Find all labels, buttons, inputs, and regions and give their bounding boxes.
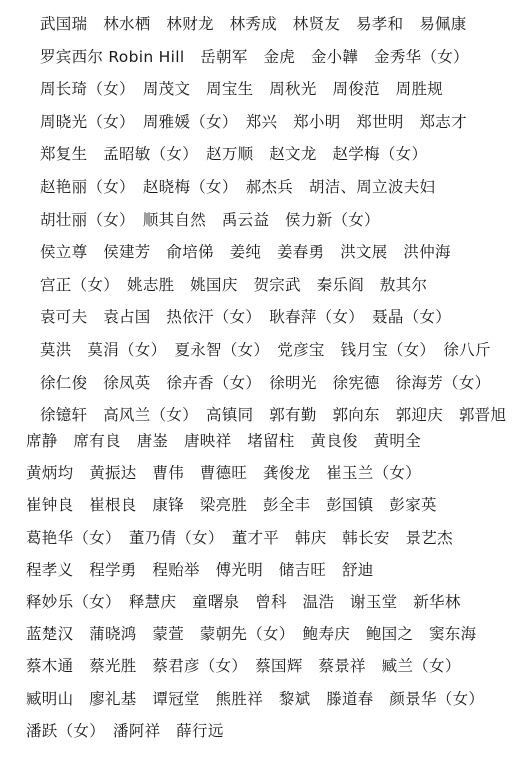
name-line: 崔钟良 崔根良 康锋 梁亮胜 彭全丰 彭国镇 彭家英 [26, 496, 437, 515]
name-line: 周长琦（女） 周茂文 周宝生 周秋光 周俊范 周胜规 [40, 80, 444, 99]
name-line: 臧明山 廖礼基 谭冠堂 熊胜祥 黎斌 滕道春 颜景华（女） [26, 689, 485, 708]
name-line: 罗宾西尔 Robin Hill 岳朝军 金虎 金小韡 金秀华（女） [40, 47, 469, 66]
name-line: 释妙乐（女） 释慧庆 童曙泉 曾科 温浩 谢玉堂 新华林 [26, 592, 461, 611]
name-line: 莫洪 莫涓（女） 夏永智（女） 党彦宝 钱月宝（女） 徐八斤 [40, 340, 491, 359]
name-line: 徐仁俊 徐凤英 徐卉香（女） 徐明光 徐宪德 徐海芳（女） [40, 373, 491, 392]
name-line: 郑复生 孟昭敏（女） 赵万顺 赵文龙 赵学梅（女） [40, 145, 428, 164]
name-list-section-1 [40, 8, 516, 432]
name-line: 袁可夫 袁占国 热依汗（女） 耿春萍（女） 聂晶（女） [40, 308, 452, 327]
name-line: 蓝楚汉 蒲晓鸿 蒙萱 蒙朝先（女） 鲍寿庆 鲍国之 窦东海 [26, 625, 477, 644]
name-line: 胡壮丽（女） 顺其自然 禹云益 侯力新（女） [40, 210, 380, 229]
name-list-section-2 [26, 425, 516, 747]
name-line: 周晓光（女） 周雅媛（女） 郑兴 郑小明 郑世明 郑志才 [40, 112, 467, 131]
name-line: 赵艳丽（女） 赵晓梅（女） 郝杰兵 胡洁、周立波夫妇 [40, 177, 436, 196]
name-line: 潘跃（女） 潘阿祥 薛行远 [26, 721, 224, 740]
name-line: 黄炳均 黄振达 曹伟 曹德旺 龚俊龙 崔玉兰（女） [26, 464, 422, 483]
name-line: 席静 席有良 唐崟 唐映祥 堵留柱 黄良俊 黄明全 [26, 432, 422, 450]
name-line: 程孝义 程学勇 程贻举 傅光明 储吉旺 舒迪 [26, 560, 374, 579]
name-line: 侯立尊 侯建芳 俞培俤 姜纯 姜春勇 洪文展 洪仲海 [40, 243, 451, 262]
name-line: 蔡木通 蔡光胜 蔡君彦（女） 蔡国辉 蔡景祥 臧兰（女） [26, 657, 461, 676]
name-line: 徐镱轩 高风兰（女） 高镇同 郭有勤 郭向东 郭迎庆 郭晋旭 [40, 406, 507, 425]
name-line: 宫正（女） 姚志胜 姚国庆 贺宗武 秦乐阎 敖其尔 [40, 275, 428, 294]
name-line: 葛艳华（女） 董乃倩（女） 董才平 韩庆 韩长安 景艺杰 [26, 528, 453, 547]
name-line: 武国瑞 林水栖 林财龙 林秀成 林贤友 易孝和 易佩康 [40, 15, 467, 33]
